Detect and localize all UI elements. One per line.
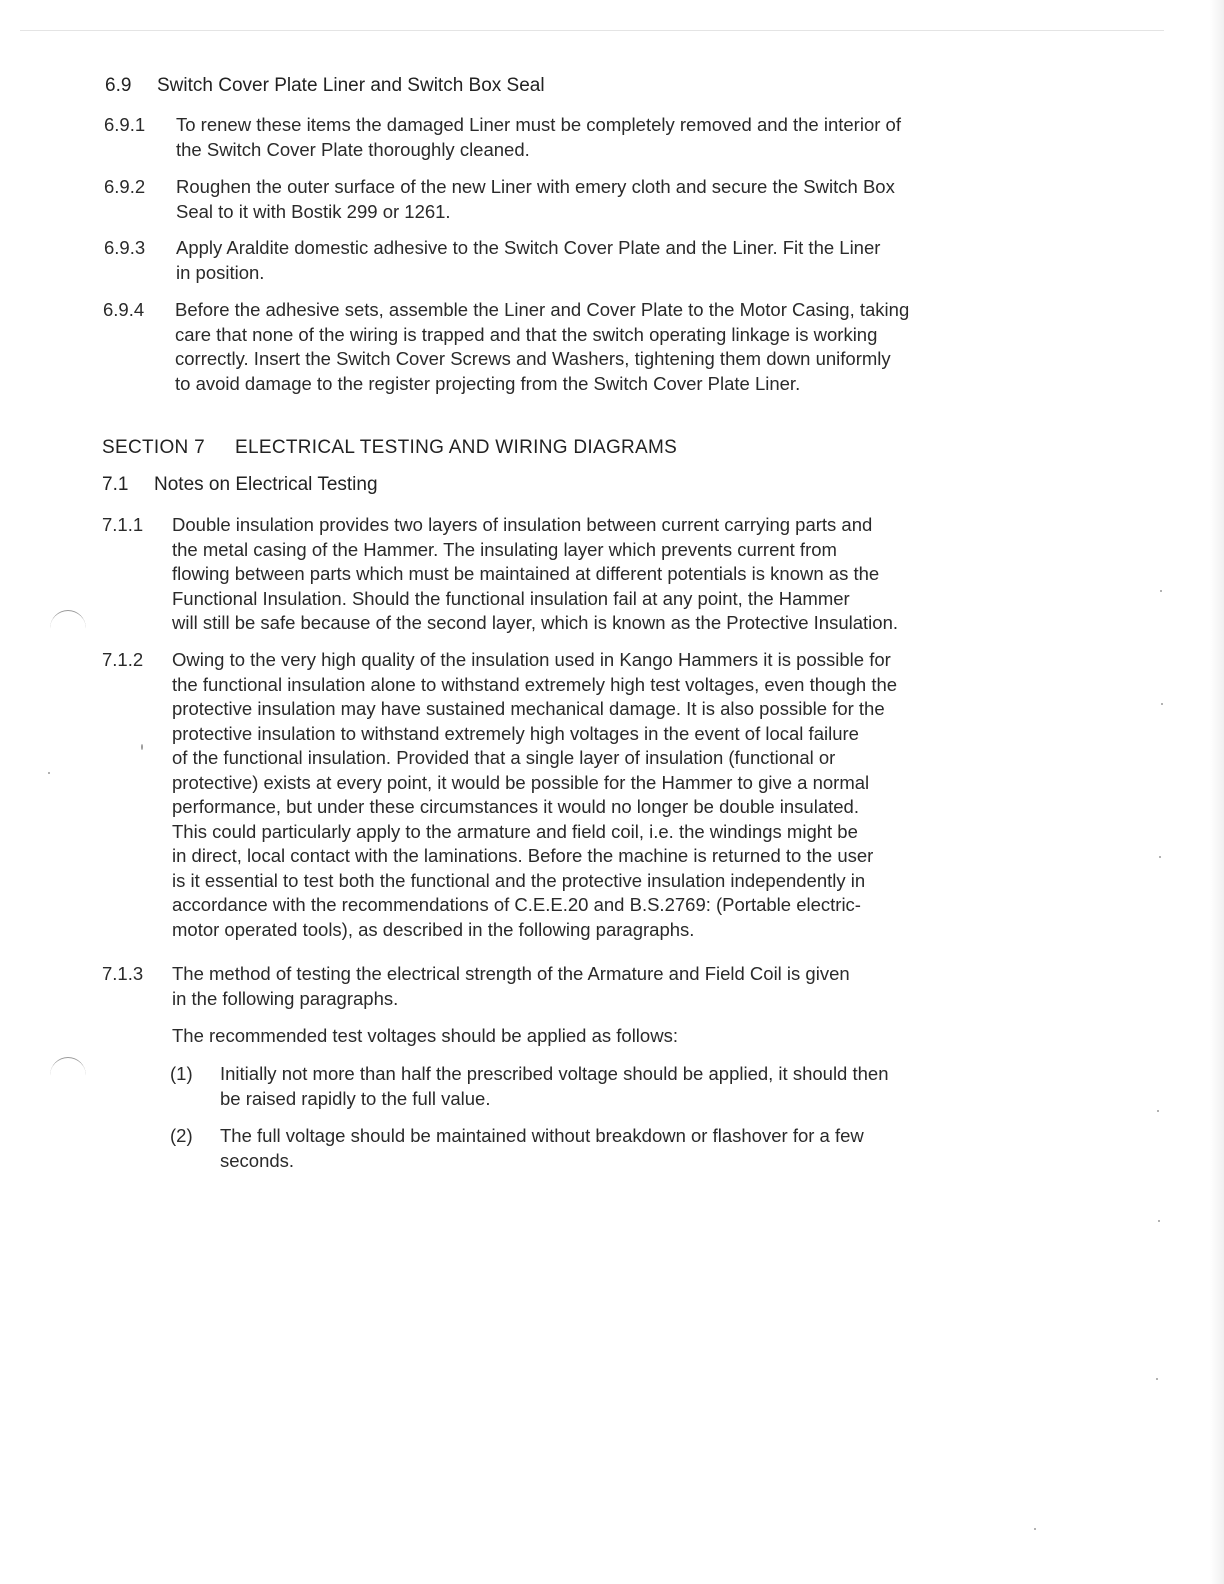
scan-speck — [1157, 1110, 1159, 1112]
recommended-voltages-intro: The recommended test voltages should be applied as follows: — [172, 1025, 678, 1046]
paragraph-line: protective) exists at every point, it would be possible for the Hammer to give a normal — [172, 771, 870, 793]
paragraph-number: 6.9.2 — [104, 176, 146, 197]
punch-hole-mark — [50, 610, 86, 647]
paragraph-number: 7.1.1 — [102, 514, 144, 535]
section-7-1-heading — [102, 473, 378, 497]
paragraph-line: flowing between parts which must be maintained at different potentials is known as the — [172, 563, 880, 584]
test-step-2 — [170, 1124, 990, 1174]
scan-speck — [1156, 1378, 1158, 1380]
scan-speck — [1160, 590, 1162, 592]
paragraph-6-9-2 — [104, 175, 1004, 225]
paragraph-number: 7.1.2 — [102, 649, 144, 670]
step-number: (1) — [170, 1063, 193, 1084]
paragraph-line: Seal to it with Bostik 299 or 1261. — [176, 200, 451, 222]
heading-title: Notes on Electrical Testing — [154, 474, 378, 495]
paragraph-line: Owing to the very high quality of the insulation used in Kango Hammers it is possible for — [172, 649, 891, 670]
paragraph-line: in position. — [176, 261, 265, 283]
heading-number: 7.1 — [102, 474, 129, 495]
paragraph-6-9-3 — [104, 236, 1004, 286]
scan-speck — [1161, 703, 1163, 705]
paragraph-line: in the following paragraphs. — [172, 987, 399, 1009]
paragraph-line: protective insulation may have sustained mechanical damage. It is also possible for the — [172, 698, 885, 719]
paragraph-number: 7.1.3 — [102, 963, 144, 984]
paragraph-6-9-4 — [103, 298, 1003, 398]
paragraph-line: performance, but under these circumstances it would no longer be double insulated. — [172, 796, 859, 817]
paragraph-7-1-1 — [102, 513, 1002, 638]
section-7-title — [102, 436, 677, 460]
paragraph-7-1-2 — [102, 648, 1002, 948]
section-label: SECTION 7 — [102, 437, 205, 458]
paragraph-line: Roughen the outer surface of the new Liner with emery cloth and secure the Switch Box — [176, 176, 895, 197]
paragraph-line: Before the adhesive sets, assemble the Liner and Cover Plate to the Motor Casing, taking — [175, 299, 910, 320]
section-title-text: ELECTRICAL TESTING AND WIRING DIAGRAMS — [235, 437, 678, 458]
scan-speck — [1034, 1528, 1036, 1530]
step-line: be raised rapidly to the full value. — [220, 1087, 491, 1109]
paragraph-7-1-3 — [102, 962, 1002, 1012]
heading-title: Switch Cover Plate Liner and Switch Box Seal — [157, 75, 545, 96]
paragraph-line: the Switch Cover Plate thoroughly cleaned. — [176, 138, 530, 160]
paragraph-6-9-1 — [104, 113, 1004, 163]
paragraph-line: protective insulation to withstand extremely high voltages in the event of local failure — [172, 722, 859, 744]
step-line: The full voltage should be maintained without breakdown or flashover for a few — [220, 1125, 864, 1146]
section-6-9-heading — [105, 74, 545, 98]
paragraph-line: This could particularly apply to the armature and field coil, i.e. the windings might be — [172, 820, 858, 842]
paragraph-line: Functional Insulation. Should the functional insulation fail at any point, the Hammer — [172, 587, 850, 609]
heading-number: 6.9 — [105, 75, 132, 96]
scan-speck — [48, 772, 50, 774]
scan-speck — [1159, 856, 1161, 858]
paragraph-line: the metal casing of the Hammer. The insulating layer which prevents current from — [172, 538, 837, 560]
paragraph-line: to avoid damage to the register projecting from the Switch Cover Plate Liner. — [175, 372, 801, 394]
paragraph-line: Apply Araldite domestic adhesive to the Switch Cover Plate and the Liner. Fit the Liner — [176, 237, 881, 258]
paragraph-line: will still be safe because of the second layer, which is known as the Protective Insulation. — [172, 612, 898, 633]
paragraph-line: Double insulation provides two layers of insulation between current carrying parts and — [172, 514, 873, 535]
test-step-1 — [170, 1062, 990, 1112]
paragraph-line: in direct, local contact with the laminations. Before the machine is returned to the user — [172, 845, 874, 866]
paragraph-number: 6.9.4 — [103, 299, 145, 320]
punch-hole-mark — [50, 1057, 86, 1094]
paragraph-number: 6.9.1 — [104, 114, 146, 135]
paragraph-line: of the functional insulation. Provided that a single layer of insulation (functional or — [172, 747, 836, 768]
paragraph-line: is it essential to test both the functional and the protective insulation independently in — [172, 869, 866, 891]
paragraph-line: The method of testing the electrical strength of the Armature and Field Coil is given — [172, 963, 850, 984]
paragraph-line: correctly. Insert the Switch Cover Screws and Washers, tightening them down uniformly — [175, 348, 891, 369]
scan-speck — [1158, 1220, 1160, 1222]
scan-right-edge — [1210, 0, 1224, 1584]
step-line: Initially not more than half the prescribed voltage should be applied, it should then — [220, 1063, 889, 1084]
scan-top-rule — [20, 30, 1164, 31]
step-number: (2) — [170, 1125, 193, 1146]
paragraph-line: the functional insulation alone to withstand extremely high test voltages, even though the — [172, 673, 898, 695]
paragraph-number: 6.9.3 — [104, 237, 146, 258]
paragraph-line: motor operated tools), as described in the following paragraphs. — [172, 918, 695, 940]
paragraph-line: accordance with the recommendations of C.E.E.20 and B.S.2769: (Portable electric- — [172, 894, 861, 915]
paragraph-line: To renew these items the damaged Liner must be completely removed and the interior of — [176, 114, 901, 135]
step-line: seconds. — [220, 1149, 295, 1171]
paragraph-line: care that none of the wiring is trapped and that the switch operating linkage is working — [175, 323, 878, 345]
